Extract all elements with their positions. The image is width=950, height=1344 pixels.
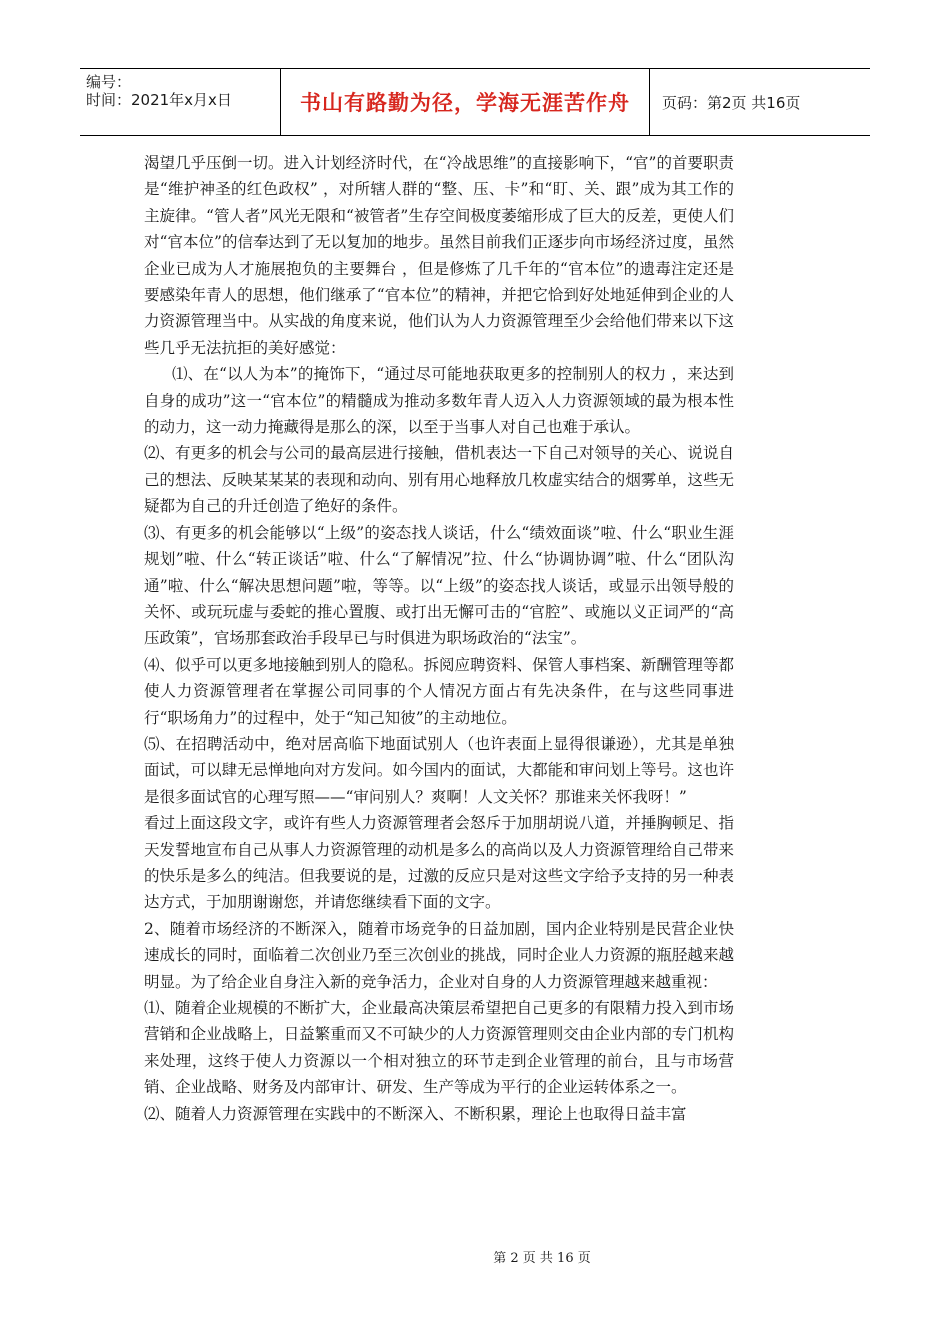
footer-page-number: 第 2 页 共 16 页 (493, 1251, 591, 1266)
paragraph: ⑶、有更多的机会能够以“上级”的姿态找人谈话，什么“绩效面谈”啦、什么“职业生涯规划”啦、什么“转正谈话”啦、什么“了解情况”拉、什么“协调协调”啦、什么“团队沟通”啦、什么“解决思想问题”啦，等等。以“上级”的姿态找人谈话，或显示出领导般的关怀、或玩玩虚与委蛇的推心置腹、或打出无懈可击的“官腔”、或施以义正词严的“高压政策”，官场那套政治手段早已与时俱进为职场政治的“法宝”。 (144, 523, 734, 648)
page-footer (0, 1247, 950, 1266)
paragraph: 渴望几乎压倒一切。进入计划经济时代，在“冷战思维”的直接影响下，“官”的首要职责是“维护神圣的红色政权” ，对所辖人群的“整、压、卡”和“盯、关、跟”成为其工作的主旋律。“管人者”风光无限和“被管者”生存空间极度萎缩形成了巨大的反差，更使人们对“官本位”的信奉达到了无以复加的地步。虽然目前我们正逐步向市场经济过度，虽然企业已成为人才施展抱负的主要舞台 ，但是修炼了几千年的“官本位”的遗毒注定还是要感染年青人的思想，他们继承了“官本位”的精神，并把它恰到好处地延伸到企业的人力资源管理当中。从实战的角度来说，他们认为人力资源管理至少会给他们带来以下这些几乎无法抗拒的美好感觉： (144, 154, 734, 357)
paragraph: ⑵、有更多的机会与公司的最高层进行接触，借机表达一下自己对领导的关心、说说自己的想法、反映某某某的表现和动向、别有用心地释放几枚虚实结合的烟雾单，这些无疑都为自己的升迁创造了绝好的条件。 (144, 444, 734, 516)
paragraph: ⑴、随着企业规模的不断扩大，企业最高决策层希望把自己更多的有限精力投入到市场营销和企业战略上，日益繁重而又不可缺少的人力资源管理则交由企业内部的专门机构来处理，这终于使人力资源以一个相对独立的环节走到企业管理的前台，且与市场营销、企业战略、财务及内部审计、研发、生产等成为平行的企业运转体系之一。 (144, 999, 734, 1097)
paragraph: ⑸、在招聘活动中，绝对居高临下地面试别人（也许表面上显得很谦逊），尤其是单独面试，可以肆无忌惮地向对方发问。如今国内的面试，大都能和审问划上等号。这也许是很多面试官的心理写照——“审问别人？爽啊！人文关怀？那谁来关怀我呀！” (144, 734, 734, 806)
paragraph: ⑵、随着人力资源管理在实践中的不断深入、不断积累，理论上也取得日益丰富 (144, 1104, 687, 1123)
header-page-number: 页码：第2页 共16页 (662, 93, 801, 112)
paragraph: 2、随着市场经济的不断深入，随着市场竞争的日益加剧，国内企业特别是民营企业快速成长的同时，面临着二次创业乃至三次创业的挑战，同时企业人力资源的瓶胫越来越明显。为了给企业自身注入新的竞争活力，企业对自身的人力资源管理越来越重视： (144, 919, 734, 991)
document-date-label: 时间：2021年x月x日 (86, 91, 232, 109)
document-number-label: 编号： (86, 73, 132, 91)
paragraph: ⑷、似乎可以更多地接触到别人的隐私。拆阅应聘资料、保管人事档案、新酬管理等都使人力资源管理者在掌握公司同事的个人情况方面占有先决条件，在与这些同事进行“职场角力”的过程中，处于“知己知彼”的主动地位。 (144, 655, 734, 727)
document-body (144, 150, 734, 1127)
page-header (80, 68, 870, 136)
paragraph: ⑴、在“以人为本”的掩饰下，“通过尽可能地获取更多的控制别人的权力 ，来达到自身的成功”这一“官本位”的精髓成为推动多数年青人迈入人力资源领域的最为根本性的动力，这一动力掩藏得是那么的深，以至于当事人对自己也难于承认。 (144, 365, 734, 437)
header-meta (80, 69, 280, 135)
header-motto: 书山有路勤为径，学海无涯苦作舟 (300, 91, 630, 115)
paragraph: 看过上面这段文字，或许有些人力资源管理者会怒斥于加朋胡说八道，并捶胸顿足、指天发誓地宣布自己从事人力资源管理的动机是多么的高尚以及人力资源管理给自己带来的快乐是多么的纯洁。但我要说的是，过激的反应只是对这些文字给予支持的另一种表达方式，于加朋谢谢您，并请您继续看下面的文字。 (144, 814, 734, 912)
